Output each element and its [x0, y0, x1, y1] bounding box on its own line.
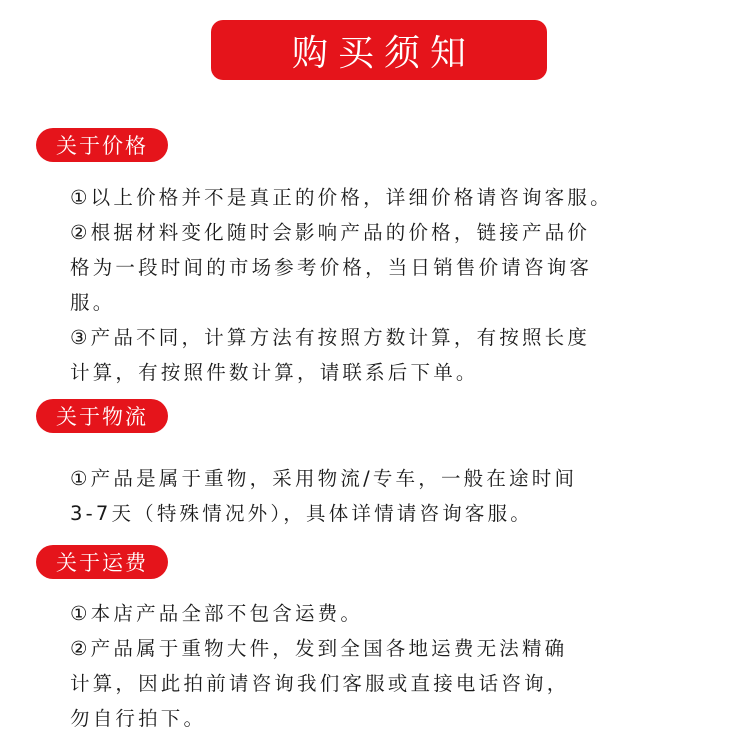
paragraph-line: ②根据材料变化随时会影响产品的价格，链接产品价 — [70, 221, 591, 244]
paragraph-line: ①本店产品全部不包含运费。 — [70, 602, 364, 625]
section-body-logistics — [70, 461, 730, 531]
paragraph-line: ③产品不同，计算方法有按照方数计算，有按照长度 — [70, 326, 591, 349]
paragraph-line: 3-7天（特殊情况外），具体详情请咨询客服。 — [70, 502, 533, 525]
section-tag-shipping — [36, 545, 168, 579]
paragraph-line: 计算，有按照件数计算，请联系后下单。 — [70, 361, 479, 384]
section-body-shipping — [70, 596, 730, 736]
page-title: 购买须知 — [291, 32, 476, 74]
paragraph-line: 计算，因此拍前请咨询我们客服或直接电话咨询， — [70, 672, 570, 695]
paragraph-line: ②产品属于重物大件，发到全国各地运费无法精确 — [70, 637, 568, 660]
page-title-banner — [211, 20, 547, 80]
section-tag-price — [36, 128, 168, 162]
paragraph-line: ①产品是属于重物，采用物流/专车，一般在途时间 — [70, 467, 578, 490]
section-tag-label: 关于物流 — [56, 405, 148, 429]
section-tag-label: 关于运费 — [56, 551, 148, 575]
section-tag-label: 关于价格 — [56, 134, 148, 158]
paragraph-line: 勿自行拍下。 — [70, 707, 207, 730]
paragraph-line: 服。 — [70, 291, 116, 314]
paragraph-line: 格为一段时间的市场参考价格，当日销售价请咨询客 — [70, 256, 593, 279]
section-tag-logistics — [36, 399, 168, 433]
paragraph-line: ①以上价格并不是真正的价格，详细价格请咨询客服。 — [70, 186, 613, 209]
section-body-price — [70, 180, 730, 390]
